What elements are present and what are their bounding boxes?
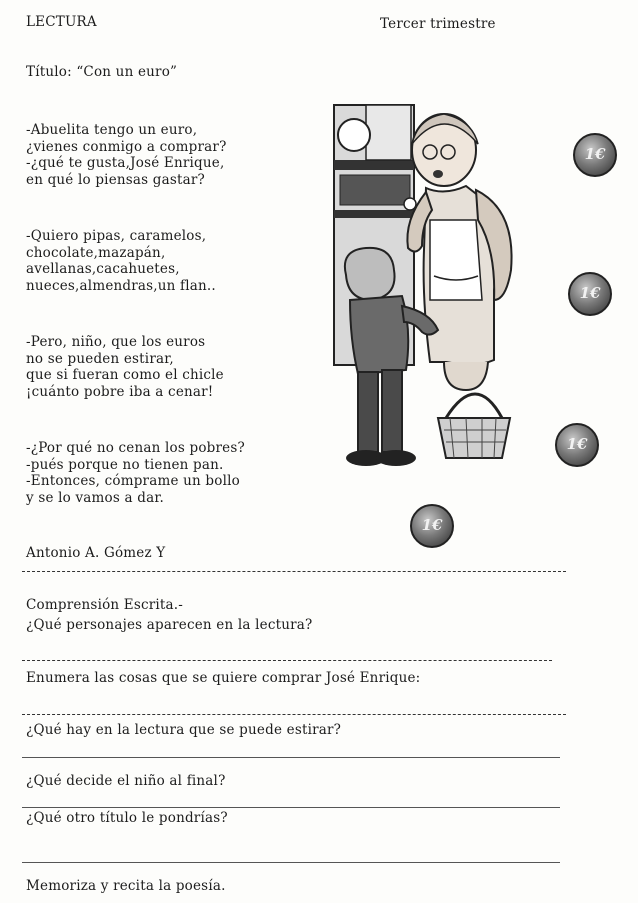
poem-line: -Quiero pipas, caramelos, [26,228,207,244]
poem-line: que si fueran como el chicle [26,367,224,383]
divider-line [22,571,566,572]
poem-line: avellanas,cacahuetes, [26,261,180,277]
answer-line-2[interactable] [22,714,566,715]
euro-coin-icon [568,272,612,316]
grandma-boy-illustration [326,100,526,475]
poem-stanza-2 [26,228,216,294]
poem-stanza-4 [26,440,245,506]
question-4: ¿Qué decide el niño al final? [26,773,226,789]
header-left: LECTURA [26,14,97,30]
final-instruction: Memoriza y recita la poesía. [26,878,226,894]
answer-line-5[interactable] [22,862,560,863]
coin-label: 1€ [421,516,443,534]
poem-stanza-1 [26,122,227,188]
poem-line: -Pero, niño, que los euros [26,334,206,350]
euro-coin-icon [410,504,454,548]
question-5: ¿Qué otro título le pondrías? [26,810,228,826]
poem-line: -Entonces, cómprame un bollo [26,473,240,489]
poem-line: y se lo vamos a dar. [26,489,164,506]
poem-line: -pués porque no tienen pan. [26,456,224,473]
poem-line: -Abuelita tengo un euro, [26,122,198,138]
poem-line: en qué lo piensas gastar? [26,171,205,188]
coin-label: 1€ [579,284,601,302]
euro-coin-icon [573,133,617,177]
comprehension-heading: Comprensión Escrita.- [26,597,184,613]
reading-title: Título: “Con un euro” [26,64,178,80]
coin-label: 1€ [584,145,606,163]
header-right: Tercer trimestre [380,16,496,32]
poem-line: nueces,almendras,un flan.. [26,277,216,294]
poem-line: -¿Por qué no cenan los pobres? [26,440,245,456]
poem-line: -¿qué te gusta,José Enrique, [26,155,225,171]
poem-stanza-3 [26,334,224,400]
poem-line: no se pueden estirar, [26,350,174,367]
question-3: ¿Qué hay en la lectura que se puede estirar? [26,722,342,738]
poem-line: ¿vienes conmigo a comprar? [26,138,227,155]
question-1: ¿Qué personajes aparecen en la lectura? [26,617,313,633]
answer-line-1[interactable] [22,660,552,661]
answer-line-4[interactable] [22,807,560,808]
poem-line: ¡cuánto pobre iba a cenar! [26,383,214,400]
poem-line: chocolate,mazapán, [26,244,166,261]
euro-coin-icon [555,423,599,467]
answer-line-3[interactable] [22,757,560,758]
question-2: Enumera las cosas que se quiere comprar José Enrique: [26,670,421,686]
poem-author: Antonio A. Gómez Y [26,545,166,561]
coin-label: 1€ [566,435,588,453]
